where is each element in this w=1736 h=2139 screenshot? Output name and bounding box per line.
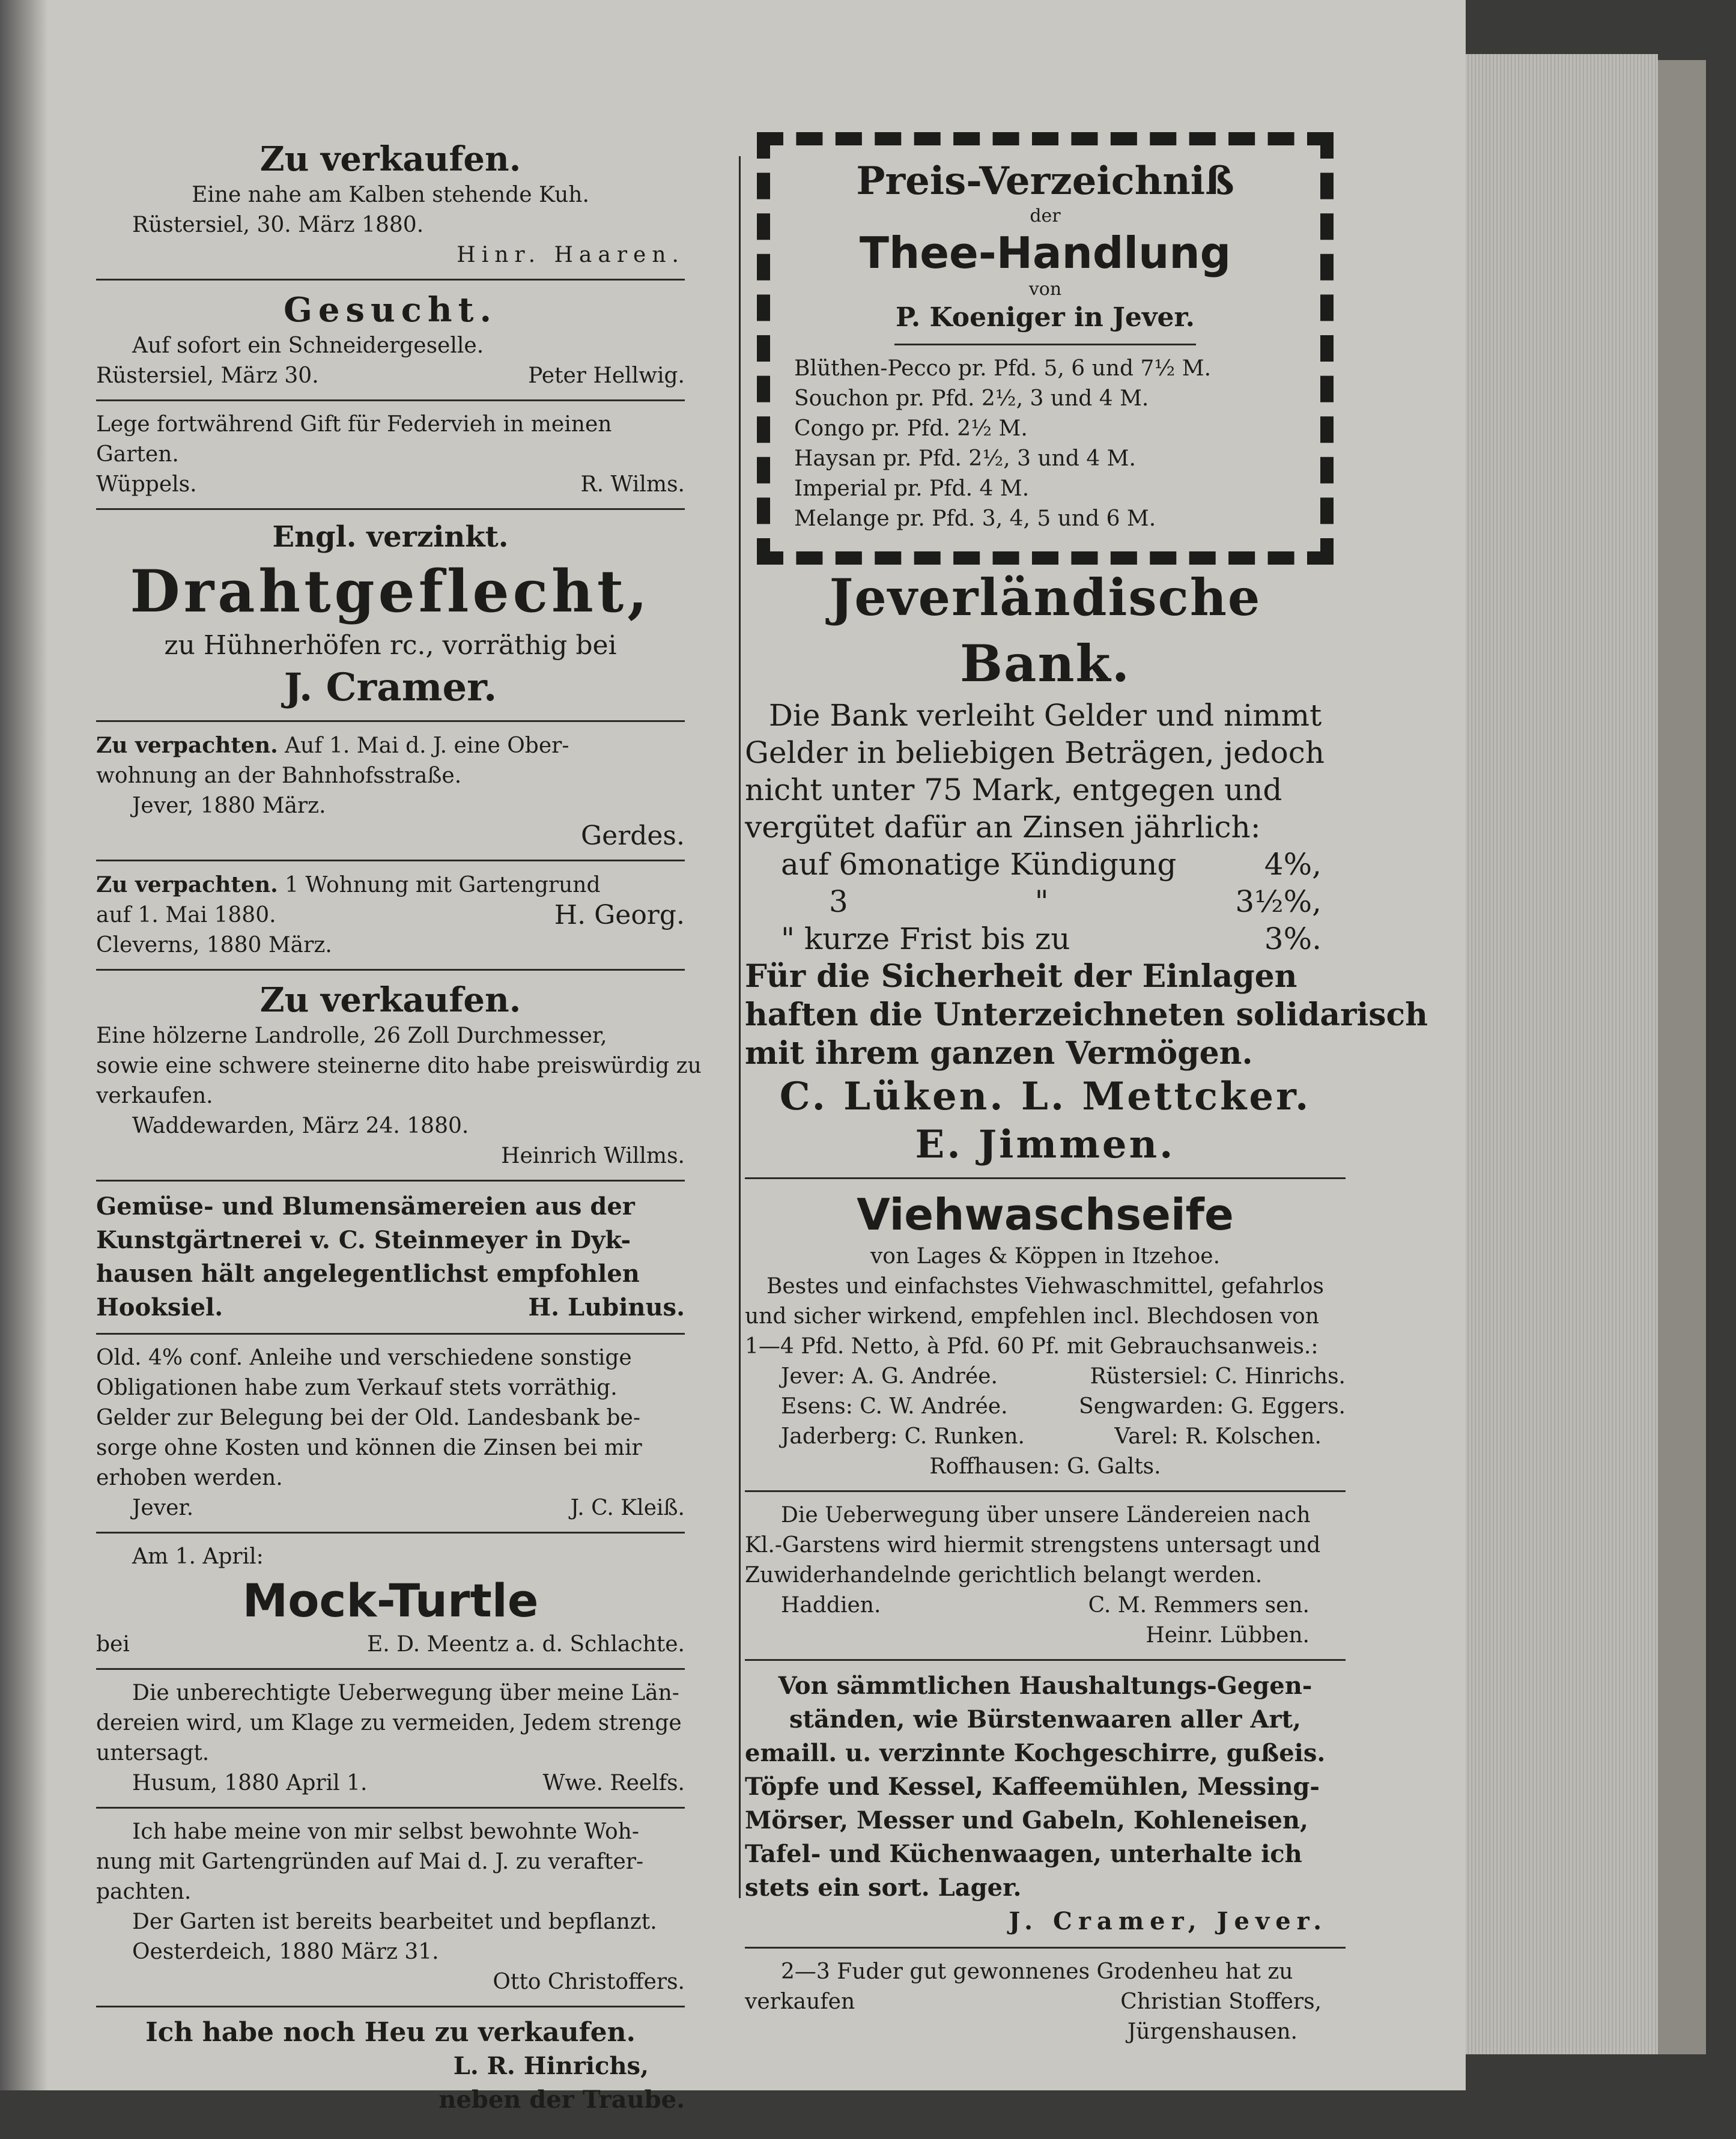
ad-footer — [96, 361, 685, 391]
ad-text: mit ihrem ganzen Vermögen. — [745, 1035, 1253, 1072]
ad-text: hausen hält angelegentlichst empfohlen — [96, 1260, 640, 1288]
ad-text: ständen, wie Bürstenwaaren aller Art, — [789, 1705, 1301, 1734]
ad-text: von — [1028, 279, 1062, 300]
agent: Rüstersiel: C. Hinrichs. — [1090, 1364, 1346, 1389]
ad-signer: H. Georg. — [554, 900, 685, 930]
divider — [96, 279, 685, 281]
price-item: Imperial pr. Pfd. 4 M. — [794, 476, 1030, 501]
book-cover-edge — [1658, 60, 1706, 2054]
rate-label: " kurze Frist bis zu — [781, 921, 1070, 956]
book-page-edges — [1466, 54, 1658, 2054]
ad-place: Hooksiel. — [96, 1293, 223, 1321]
rate-ditto: " — [1034, 884, 1049, 919]
ad-signer: J. Cramer. — [284, 665, 497, 710]
ad-text: Die unberechtigte Ueberwegung über meine Län- — [132, 1681, 679, 1705]
ad-text: untersagt. — [96, 1741, 210, 1765]
ad-text: Die Bank verleiht Gelder und nimmt — [768, 698, 1322, 733]
ad-text: Garten. — [96, 442, 179, 467]
ad-signer: R. Wilms. — [580, 472, 685, 497]
ad-row — [96, 900, 685, 930]
ad-footer — [96, 1768, 685, 1798]
ad-signer: L. R. Hinrichs, — [453, 2052, 649, 2080]
ad-pre: verkaufen — [745, 1989, 855, 2014]
price-item: Melange pr. Pfd. 3, 4, 5 und 6 M. — [794, 506, 1156, 531]
rate-label: 3 — [829, 884, 848, 919]
ad-text: Der Garten ist bereits bearbeitet und bepflanzt. — [132, 1910, 657, 1934]
ad-place: Wüppels. — [96, 472, 197, 497]
ad-text: 2—3 Fuder gut gewonnenes Grodenheu hat zu — [781, 1959, 1293, 1984]
ad-text: nicht unter 75 Mark, entgegen und — [745, 772, 1282, 807]
ad-text — [96, 730, 685, 761]
divider — [96, 508, 685, 510]
ad-title: Jeverländische Bank. — [829, 568, 1261, 693]
ad-text: Von sämmtlichen Haushaltungs-Gegen- — [778, 1672, 1313, 1700]
ad-place: Cleverns, 1880 März. — [96, 933, 332, 957]
ad-text: sorge ohne Kosten und können die Zinsen bei mir — [96, 1436, 642, 1460]
ad-text: erhoben werden. — [96, 1466, 283, 1490]
ad-grodenheu — [745, 1957, 1346, 2047]
ad-text: Eine hölzerne Landrolle, 26 Zoll Durchmesser, — [96, 1024, 607, 1048]
divider — [745, 1659, 1346, 1661]
divider — [96, 1180, 685, 1182]
rate-value: 3%. — [1264, 921, 1322, 956]
agent: Jever: A. G. Andrée. — [781, 1364, 998, 1389]
ad-subheading: Engl. verzinkt. — [272, 520, 509, 554]
ad-text: 1—4 Pfd. Netto, à Pfd. 60 Pf. mit Gebrauchsanweis.: — [745, 1334, 1319, 1359]
divider — [745, 1177, 1346, 1179]
gutter-shadow — [0, 0, 48, 2090]
ad-owner: P. Koeniger in Jever. — [896, 302, 1195, 333]
ad-text: dereien wird, um Klage zu vermeiden, Jedem strenge — [96, 1711, 682, 1735]
rate-row — [745, 883, 1346, 920]
ad-text — [96, 870, 685, 900]
ad-signer: Hinr. Haaren. — [457, 243, 685, 267]
ad-footer — [96, 1493, 685, 1523]
ad-signer: J. Cramer, Jever. — [1009, 1907, 1328, 1935]
ad-haushaltungs-gegenstaende — [745, 1669, 1346, 1938]
ad-signer: Gerdes. — [581, 821, 685, 851]
divider — [96, 1532, 685, 1534]
price-item: Blüthen-Pecco pr. Pfd. 5, 6 und 7½ M. — [794, 356, 1212, 381]
price-item: Souchon pr. Pfd. 2½, 3 und 4 M. — [794, 386, 1149, 411]
agent-row — [745, 1362, 1346, 1392]
ad-text: vergütet dafür an Zinsen jährlich: — [745, 810, 1261, 845]
divider — [745, 1490, 1346, 1492]
ad-signer: Otto Christoffers. — [493, 1970, 685, 1994]
ad-signer: Christian Stoffers, — [1120, 1989, 1322, 2014]
ad-text: Lege fortwährend Gift für Federvieh in meinen — [96, 412, 612, 437]
ad-text: Bestes und einfachstes Viehwaschmittel, gefahrlos — [766, 1274, 1325, 1299]
divider — [96, 1807, 685, 1809]
ad-text: Für die Sicherheit der Einlagen — [745, 958, 1297, 995]
left-column — [96, 138, 702, 2117]
ad-gift — [96, 410, 685, 500]
ad-text: nung mit Gartengründen auf Mai d. J. zu verafter- — [96, 1849, 644, 1874]
divider — [96, 1333, 685, 1335]
ad-text: stets ein sort. Lager. — [745, 1874, 1022, 1902]
ad-text: Gemüse- und Blumensämereien aus der — [96, 1192, 635, 1221]
ad-signer: Heinrich Willms. — [501, 1144, 685, 1168]
ad-text: Ich habe meine von mir selbst bewohnte Woh- — [132, 1819, 640, 1844]
ad-text: der — [1030, 205, 1061, 226]
agent: Esens: C. W. Andrée. — [781, 1394, 1008, 1419]
ad-signers: E. Jimmen. — [915, 1122, 1176, 1167]
rate-label: auf 6monatige Kündigung — [781, 847, 1177, 882]
ad-title: Mock-Turtle — [242, 1574, 539, 1627]
rate-row — [745, 846, 1346, 883]
rate-row — [745, 920, 1346, 957]
ad-text: von Lages & Köppen in Itzehoe. — [870, 1244, 1221, 1269]
right-column — [745, 132, 1428, 2047]
ad-landrolle — [96, 979, 702, 1171]
ad-place: Waddewarden, März 24. 1880. — [132, 1114, 469, 1138]
ad-footer — [745, 1987, 1346, 2017]
rate-value: 4%, — [1264, 847, 1322, 882]
ad-signer: E. D. Meentz a. d. Schlachte. — [367, 1632, 685, 1657]
ad-text: Am 1. April: — [132, 1544, 264, 1569]
ad-footer — [96, 470, 685, 500]
ad-heading: Zu verkaufen. — [259, 980, 521, 1020]
ad-signer-note: neben der Traube. — [439, 2086, 685, 2114]
ad-preis-verzeichnis — [757, 132, 1334, 565]
ad-title: Preis-Verzeichniß — [856, 159, 1234, 204]
ad-jeverlaendische-bank — [745, 565, 1428, 1169]
ad-shop-name: Thee-Handlung — [859, 228, 1231, 278]
ad-signer: Heinr. Lübben. — [1146, 1623, 1310, 1648]
divider — [96, 720, 685, 722]
divider — [96, 969, 685, 971]
price-item: Haysan pr. Pfd. 2½, 3 und 4 M. — [794, 446, 1136, 471]
ad-text: Töpfe und Kessel, Kaffeemühlen, Messing- — [745, 1773, 1320, 1801]
ad-signer: J. C. Kleiß. — [570, 1496, 685, 1520]
ad-signer: Wwe. Reelfs. — [542, 1771, 685, 1795]
ad-text: und sicher wirkend, empfehlen incl. Blechdosen von — [745, 1304, 1319, 1329]
ad-text: haften die Unterzeichneten solidarisch — [745, 997, 1428, 1033]
ad-signer: C. M. Remmers sen. — [1088, 1593, 1310, 1618]
ad-footer — [96, 1630, 685, 1660]
ad-text: Tafel- und Küchenwaagen, unterhalte ich — [745, 1840, 1302, 1868]
ad-text: Die Ueberwegung über unsere Ländereien nach — [781, 1503, 1311, 1528]
ad-text: auf 1. Mai 1880. — [96, 903, 276, 927]
ad-text: Kl.-Garstens wird hiermit strengstens untersagt und — [745, 1533, 1321, 1558]
ad-place: Jever, 1880 März. — [132, 793, 326, 818]
ad-signer: Peter Hellwig. — [528, 363, 685, 388]
divider — [894, 344, 1196, 345]
ad-place: Husum, 1880 April 1. — [132, 1771, 368, 1795]
ad-text: Mörser, Messer und Gabeln, Kohleneisen, — [745, 1806, 1308, 1834]
divider — [96, 1668, 685, 1670]
ad-viehwaschseife — [745, 1188, 1346, 1482]
ad-text-rest: Auf 1. Mai d. J. eine Ober- — [285, 733, 569, 758]
ad-text: Gelder zur Belegung bei der Old. Landesbank be- — [96, 1406, 640, 1430]
ad-text: Obligationen habe zum Verkauf stets vorräthig. — [96, 1376, 618, 1400]
ad-ueberwegung-haddien — [745, 1500, 1346, 1651]
ad-footer — [96, 1291, 685, 1324]
ad-zu-verkaufen-kuh — [96, 138, 685, 270]
ad-wohnung-oesterdeich — [96, 1817, 685, 1997]
ad-heu — [96, 2016, 685, 2117]
ad-text: pachten. — [96, 1880, 192, 1904]
ad-text: Ich habe noch Heu zu verkaufen. — [145, 2017, 636, 2048]
ad-text: Gelder in beliebigen Beträgen, jedoch — [745, 735, 1325, 770]
agent-row — [745, 1392, 1346, 1422]
ad-verpachten-wohnung — [96, 870, 685, 960]
divider — [745, 1947, 1346, 1949]
ad-obligationen — [96, 1343, 685, 1523]
ad-text: Zuwiderhandelnde gerichtlich belangt werden. — [745, 1563, 1263, 1588]
ad-title: Drahtgeflecht, — [130, 557, 651, 625]
ad-signer: H. Lubinus. — [528, 1293, 685, 1321]
ad-signer-place: Jürgenshausen. — [1127, 2019, 1297, 2044]
ad-text: Kunstgärtnerei v. C. Steinmeyer in Dyk- — [96, 1226, 631, 1254]
agent: Jaderberg: C. Runken. — [781, 1424, 1025, 1449]
ad-mock-turtle — [96, 1542, 685, 1660]
divider — [96, 2006, 685, 2007]
ad-text: emaill. u. verzinnte Kochgeschirre, gußeis. — [745, 1739, 1326, 1767]
rate-value: 3½%, — [1235, 884, 1322, 919]
agent: Varel: R. Kolschen. — [1114, 1424, 1322, 1449]
price-item: Congo pr. Pfd. 2½ M. — [794, 416, 1028, 441]
ad-verpachten-bahnhof — [96, 730, 685, 851]
ad-text: sowie eine schwere steinerne dito habe preiswürdig zu — [96, 1054, 702, 1078]
ad-place: Haddien. — [781, 1593, 881, 1618]
ad-text: verkaufen. — [96, 1084, 213, 1108]
ad-heading: Gesucht. — [284, 290, 497, 330]
ad-footer — [745, 1591, 1346, 1621]
ad-text-rest: 1 Wohnung mit Gartengrund — [285, 873, 601, 897]
ad-text: Auf sofort ein Schneidergeselle. — [132, 333, 484, 358]
ad-gesucht — [96, 289, 685, 391]
ad-heading: Zu verkaufen. — [259, 139, 521, 179]
agent: Sengwarden: G. Eggers. — [1079, 1394, 1346, 1419]
ad-ueberwegung-husum — [96, 1678, 685, 1798]
agent: Roffhausen: G. Galts. — [929, 1454, 1161, 1479]
ad-drahtgeflecht — [96, 518, 685, 712]
ad-signers: C. Lüken. L. Mettcker. — [779, 1074, 1311, 1119]
agent-row — [745, 1422, 1346, 1452]
ad-title: Viehwaschseife — [857, 1189, 1234, 1240]
ad-lead: Zu verpachten. — [96, 872, 278, 897]
ad-saemereien — [96, 1190, 685, 1324]
ad-place: Oesterdeich, 1880 März 31. — [132, 1940, 439, 1964]
ad-pre: bei — [96, 1632, 130, 1657]
divider — [96, 860, 685, 861]
ad-place: Jever. — [132, 1496, 194, 1520]
ad-place: Rüstersiel, März 30. — [96, 363, 319, 388]
divider — [96, 399, 685, 401]
ad-lead: Zu verpachten. — [96, 733, 278, 758]
column-divider — [739, 156, 741, 1898]
ad-place: Rüstersiel, 30. März 1880. — [132, 213, 424, 237]
ad-text: wohnung an der Bahnhofsstraße. — [96, 763, 462, 788]
ad-text: Old. 4% conf. Anleihe und verschiedene sonstige — [96, 1346, 632, 1370]
ad-text: zu Hühnerhöfen rc., vorräthig bei — [164, 630, 617, 661]
ad-text: Eine nahe am Kalben stehende Kuh. — [192, 183, 589, 207]
